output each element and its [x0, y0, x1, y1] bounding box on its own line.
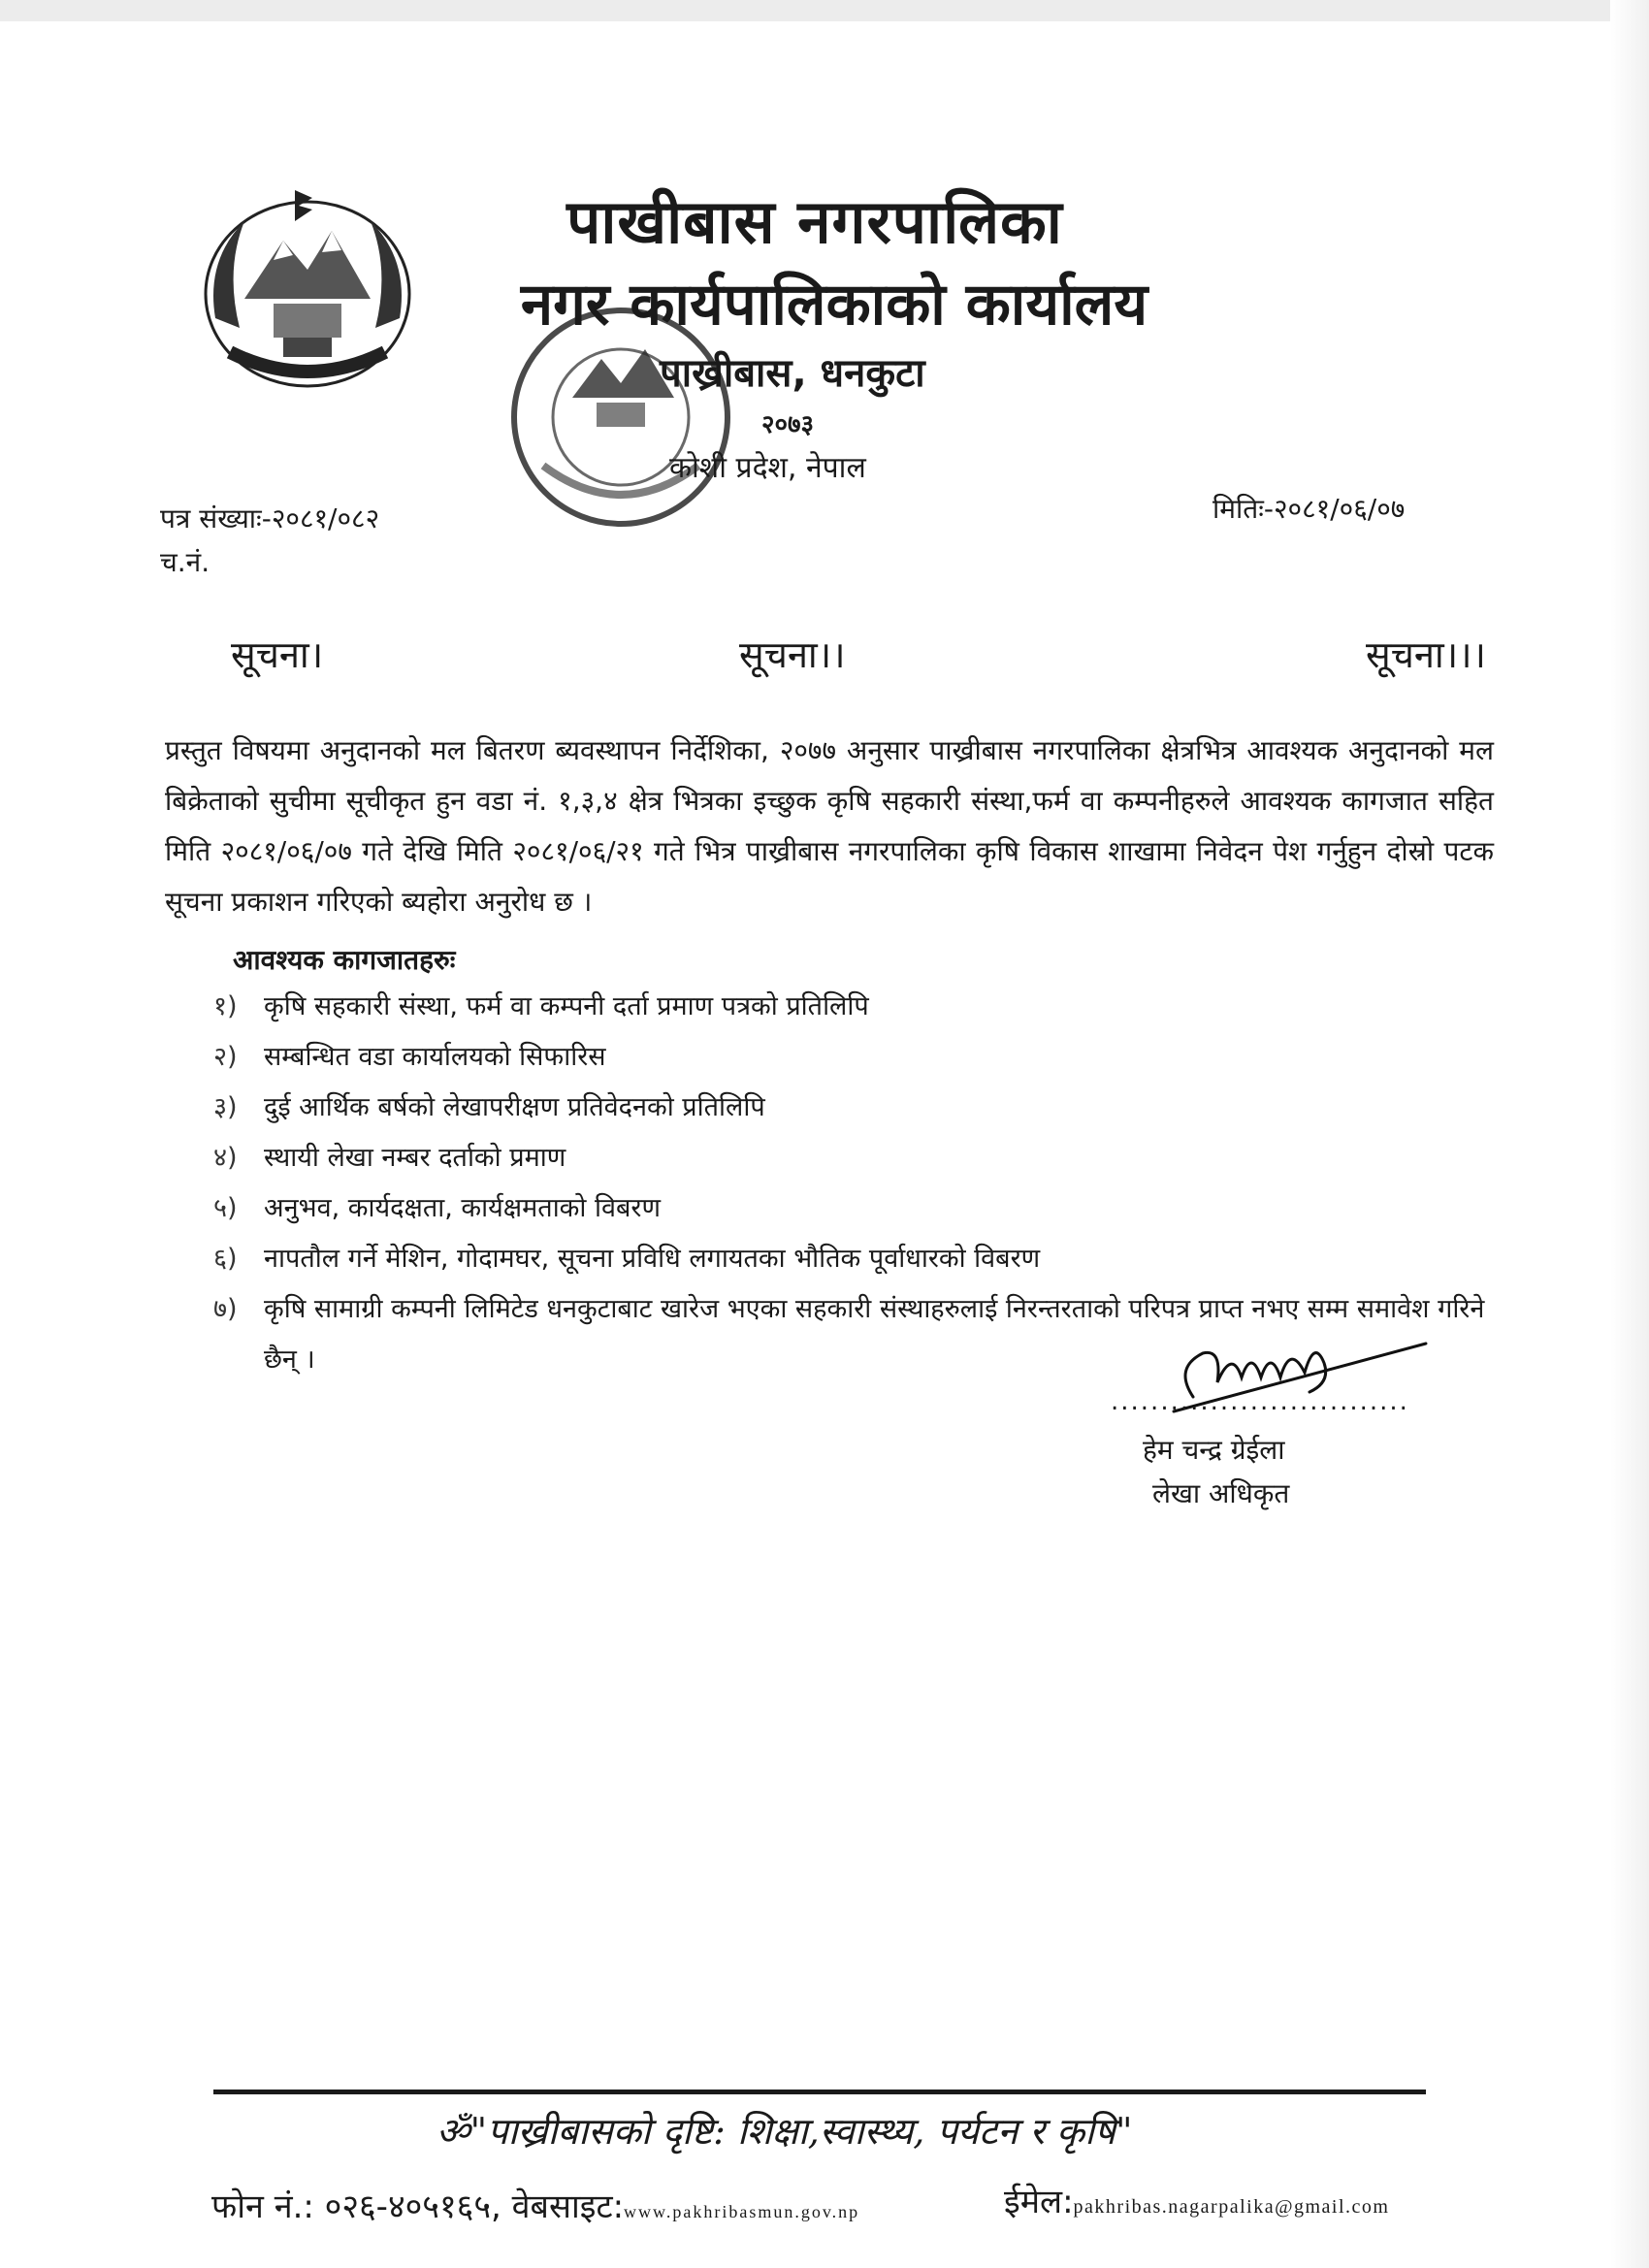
list-item — [213, 1083, 1504, 1133]
signature-line: .............................. — [1111, 1387, 1409, 1416]
signer-title: लेखा अधिकृत — [1152, 1477, 1290, 1509]
footer-email — [1004, 2178, 1389, 2222]
letter-number: पत्र संख्याः-२०८१/०८२ — [160, 502, 380, 535]
list-item-text: अनुभव, कार्यदक्षता, कार्यक्षमताको विबरण — [264, 1193, 661, 1223]
list-item — [213, 1133, 1504, 1183]
province-line: कोशी प्रदेश, नेपाल — [669, 451, 866, 485]
letter-date: मितिः-२०८१/०६/०७ — [1212, 493, 1406, 525]
office-name: नगर कार्यपालिकाको कार्यालय — [520, 271, 1148, 339]
notice-heading-3: सूचना।।। — [1366, 633, 1486, 676]
list-item-text: स्थायी लेखा नम्बर दर्ताको प्रमाण — [264, 1143, 566, 1173]
email-label: ईमेल: — [1004, 2183, 1074, 2221]
org-name: पाखीबास नगरपालिका — [566, 186, 1063, 257]
notice-body: प्रस्तुत विषयमा अनुदानको मल बितरण ब्यवस्थापन निर्देशिका, २०७७ अनुसार पाख्रीबास नगरपालिका क्षेत्रभित्र आवश्यक अनुदानको मल बिक्रेताको सुचीमा सूचीकृत हुन वडा नं. १,३,४ क्षेत्र भित्रका इच्छुक कृषि सहकारी संस्था,फर्म वा कम्पनीहरुले आवश्यक कागजात सहित मिति २०८१/०६/०७ गते देखि मिति २०८१/०६/२१ गते भित्र पाख्रीबास नगरपालिका कृषि विकास शाखामा निवेदन पेश गर्नुहुन दोस्रो पटक सूचना प्रकाशन गरिएको ब्यहोरा अनुरोध छ । — [165, 734, 1494, 918]
notice-heading-2: सूचना।। — [739, 633, 846, 676]
footer-phone: फोन नं.: ०२६-४०५१६५, वेबसाइट: — [211, 2187, 625, 2226]
list-item — [213, 1032, 1504, 1083]
notice-heading-1: सूचना। — [231, 633, 324, 676]
footer-motto: ॐ"पाख्रीबासको दृष्टि: शिक्षा,स्वास्थ्य, पर्यटन र कृषि" — [436, 2110, 1133, 2153]
website-link[interactable]: www.pakhribasmun.gov.np — [624, 2202, 860, 2221]
scan-right-edge — [1610, 0, 1649, 2268]
list-item-text: सम्बन्धित वडा कार्यालयको सिफारिस — [264, 1042, 606, 1072]
list-item-number: ७) — [213, 1294, 238, 1324]
list-item — [213, 1234, 1504, 1284]
list-item-text: कृषि सामाग्री कम्पनी लिमिटेड धनकुटाबाट खारेज भएका सहकारी संस्थाहरुलाई निरन्तरताको परिपत्र प्राप्त नभए सम्म समावेश गरिने छैन् । — [264, 1294, 1485, 1375]
list-item-number: ३) — [213, 1092, 238, 1122]
list-item-number: ६) — [213, 1244, 238, 1274]
required-documents-list — [213, 982, 1504, 1385]
list-item-number: १) — [213, 991, 238, 1021]
list-item-text: नापतौल गर्ने मेशिन, गोदामघर, सूचना प्रविधि लगायतका भौतिक पूर्वाधारको विबरण — [264, 1244, 1041, 1274]
nepal-emblem-icon — [186, 182, 429, 396]
email-link[interactable]: pakhribas.nagarpalika@gmail.com — [1073, 2196, 1390, 2218]
list-item-text: कृषि सहकारी संस्था, फर्म वा कम्पनी दर्ता प्रमाण पत्रको प्रतिलिपि — [264, 991, 869, 1021]
handwritten-signature — [1116, 1329, 1436, 1436]
required-documents-heading: आवश्यक कागजातहरुः — [233, 944, 456, 976]
dispatch-number: च.नं. — [160, 546, 210, 578]
established-year: २०७३ — [761, 410, 815, 439]
list-item — [213, 1183, 1504, 1234]
list-item-number: ४) — [213, 1143, 238, 1173]
list-item-text: दुई आर्थिक बर्षको लेखापरीक्षण प्रतिवेदनको प्रतिलिपि — [264, 1092, 765, 1122]
signer-name: हेम चन्द्र ग्रेईला — [1143, 1434, 1285, 1466]
scan-top-edge — [0, 0, 1649, 21]
footer-contact — [211, 2183, 859, 2227]
footer-divider — [213, 2090, 1426, 2094]
list-item — [213, 982, 1504, 1032]
office-address: पाख्रीबास, धनकुटा — [660, 351, 925, 396]
list-item-number: २) — [213, 1042, 238, 1072]
list-item-number: ५) — [213, 1193, 238, 1223]
